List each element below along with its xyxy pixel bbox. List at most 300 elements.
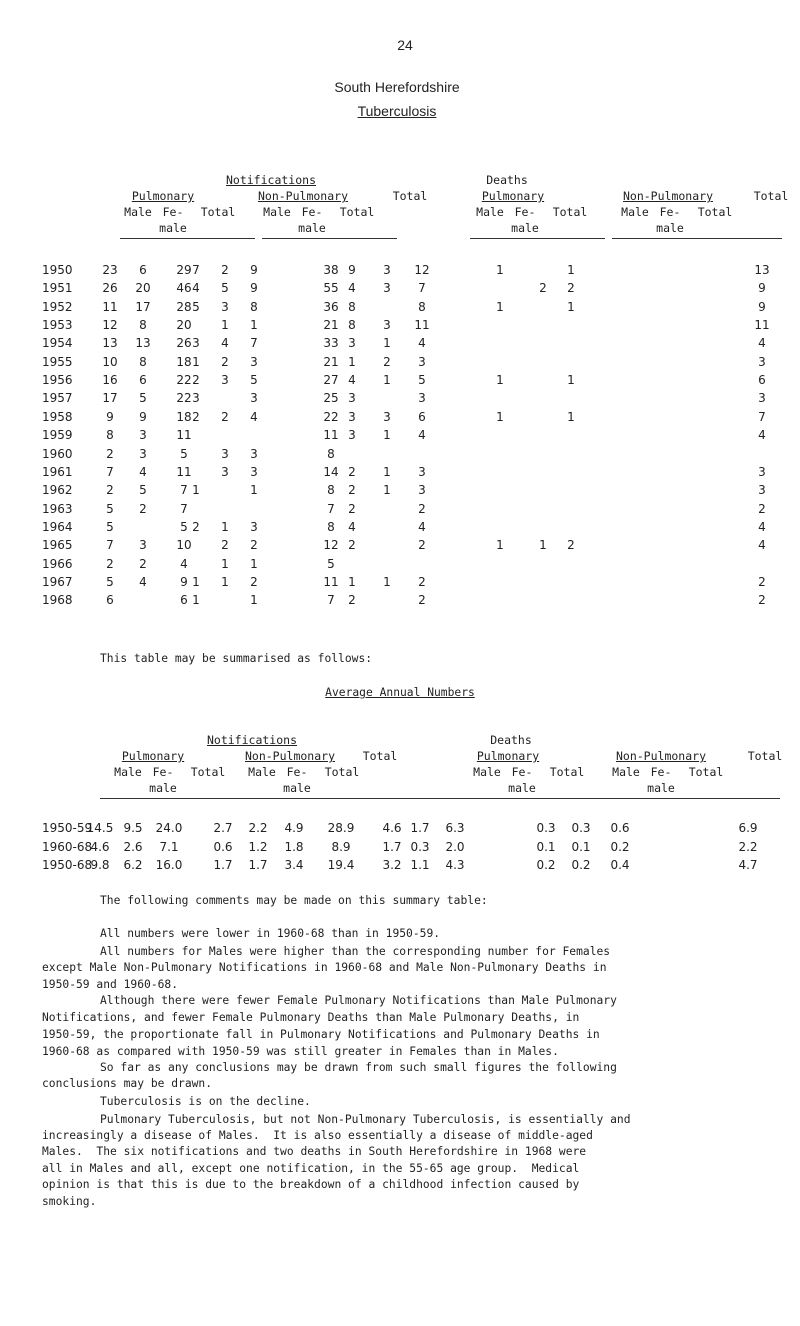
cell-death-total: 3: [758, 483, 766, 498]
row-year: 1952: [42, 299, 73, 314]
cell-np-2: 18: [176, 409, 192, 424]
cell-np-0: 8: [106, 428, 114, 443]
comment-line: Pulmonary Tuberculosis, but not Non-Pulmonary Tuberculosis, is essentially and: [100, 1113, 631, 1126]
cell-dp-0: 2: [348, 501, 356, 516]
summary-cell-nn-2: 3.4: [284, 858, 304, 872]
cell-death-total: 4: [758, 428, 766, 443]
summary-intro: This table may be summarised as follows:: [100, 652, 373, 665]
cell-np-2: 46: [176, 281, 192, 296]
cell-dp-0: 8: [348, 299, 356, 314]
cell-np-0: 9: [106, 409, 114, 424]
notif-n-female-heading: Fe-: [301, 205, 323, 219]
cell-np-0: 23: [102, 263, 118, 277]
cell-dn-2: 1: [567, 299, 575, 314]
summary-cell-dn-2: 0.2: [610, 839, 630, 854]
summary-cell-nn-2: 4.9: [284, 821, 304, 835]
summary-cell-dn-0: 0.3: [536, 821, 556, 835]
cell-dp-2: 3: [418, 354, 426, 369]
row-year: 1955: [42, 354, 73, 369]
cell-dn-2: 2: [567, 281, 575, 296]
cell-nn-2: 3: [250, 354, 258, 369]
comment-line: opinion is that this is due to the breakdown of a childhood infection caused by: [42, 1178, 580, 1191]
cell-nn-2: 1: [250, 318, 258, 333]
summary-cell-np-2: 16.0: [155, 858, 183, 872]
cell-nn-2: 5: [250, 373, 258, 388]
cell-dp-1: 1: [383, 483, 391, 498]
comment-line: 1960-68 as compared with 1950-59 was still greater in Females than in Males.: [42, 1045, 559, 1058]
notif-p-female-heading: Fe-: [162, 205, 184, 219]
s-death-n-female-2: male: [647, 781, 675, 795]
summary-cell-dp-2: 6.3: [445, 821, 465, 835]
summary-cell-nn-1: 2.2: [248, 821, 268, 835]
cell-dp-0: 4: [348, 281, 356, 296]
cell-nn-2: 1: [250, 593, 258, 608]
deaths-heading: Deaths: [486, 173, 528, 187]
cell-np-0: 26: [102, 281, 118, 296]
cell-np-2: 22: [176, 373, 192, 388]
summary-cell-dn-2: 0.6: [610, 821, 630, 835]
cell-dp-2: 4: [418, 336, 426, 351]
cell-np-1: 3: [139, 446, 147, 461]
cell-death-total: 7: [758, 409, 766, 424]
cell-death-total: 4: [758, 519, 766, 534]
cell-dp-2: 2: [418, 501, 426, 516]
cell-dp-2: 7: [418, 281, 426, 296]
cell-np-1: 9: [139, 409, 147, 424]
cell-np-2: 9: [180, 574, 188, 589]
cell-np-2: 22: [176, 391, 192, 406]
cell-np-0: 2: [106, 446, 114, 461]
summary-cell-np-2: 24.0: [155, 821, 183, 835]
cell-dp-0: 2: [348, 464, 356, 479]
summary-cell-dt: 4.7: [738, 858, 758, 872]
cell-nn-1: 4: [221, 336, 229, 351]
cell-notif-total: 8: [327, 519, 335, 534]
s-death-p-total: Total: [549, 765, 585, 779]
cell-nn-1: 2: [221, 409, 229, 424]
summary-cell-np-0: 4.6: [90, 839, 110, 854]
comment-line: Tuberculosis is on the decline.: [100, 1095, 311, 1108]
s-notif-n-male: Male: [248, 765, 276, 779]
cell-nn-0: 1: [192, 593, 200, 608]
cell-dp-0: 3: [348, 428, 356, 443]
cell-dp-1: 3: [383, 409, 391, 424]
cell-nn-2: 9: [250, 263, 258, 277]
cell-np-0: 12: [102, 318, 118, 333]
row-year: 1960: [42, 446, 73, 461]
cell-nn-1: 2: [221, 263, 229, 277]
cell-nn-2: 3: [250, 519, 258, 534]
cell-dp-2: 4: [418, 428, 426, 443]
cell-notif-total: 8: [327, 446, 335, 461]
cell-nn-1: 5: [221, 281, 229, 296]
cell-np-0: 5: [106, 574, 114, 589]
summary-cell-dp-1: 1.7: [410, 821, 430, 835]
s-death-p-male: Male: [473, 765, 501, 779]
cell-np-0: 17: [102, 391, 118, 406]
cell-nn-2: 4: [250, 409, 258, 424]
summary-cell-nt: 8.9: [331, 839, 351, 854]
cell-death-total: 11: [754, 318, 770, 333]
death-n-female-heading: Fe-: [659, 205, 681, 219]
s-notif-p-male: Male: [114, 765, 142, 779]
cell-np-1: 4: [139, 464, 147, 479]
cell-nn-0: 2: [192, 519, 200, 534]
cell-death-total: 3: [758, 464, 766, 479]
cell-dp-0: 1: [348, 574, 356, 589]
row-year: 1959: [42, 428, 73, 443]
row-year: 1963: [42, 501, 73, 516]
cell-death-total: 13: [754, 263, 770, 277]
region-title: South Herefordshire: [334, 79, 460, 95]
cell-np-1: 8: [139, 318, 147, 333]
cell-dp-2: 5: [418, 373, 426, 388]
summary-title: Average Annual Numbers: [325, 686, 475, 699]
row-year: 1968: [42, 593, 73, 608]
s-death-p-female: Fe-: [511, 765, 533, 779]
cell-dp-0: 3: [348, 409, 356, 424]
cell-death-total: 2: [758, 501, 766, 516]
notif-p-female-heading-2: male: [159, 221, 187, 235]
comment-line: Notifications, and fewer Female Pulmonary Deaths than Male Pulmonary Deaths, in: [42, 1011, 580, 1024]
comment-line: 1950-59 and 1960-68.: [42, 978, 179, 991]
cell-nn-2: 1: [250, 483, 258, 498]
cell-np-0: 2: [106, 483, 114, 498]
page-number: 24: [397, 37, 413, 53]
cell-np-2: 18: [176, 354, 192, 369]
summary-cell-dn-1: 0.3: [571, 821, 591, 835]
cell-nn-0: 1: [192, 354, 200, 369]
cell-np-0: 7: [106, 538, 114, 553]
row-year: 1954: [42, 336, 73, 351]
cell-np-2: 7: [180, 501, 188, 516]
cell-nn-0: 3: [192, 391, 200, 406]
cell-nn-1: 2: [221, 538, 229, 553]
cell-dp-2: 2: [418, 538, 426, 553]
cell-dp-1: 3: [383, 263, 391, 277]
cell-dp-0: 1: [348, 354, 356, 369]
summary-period: 1960-68: [42, 839, 93, 854]
summary-cell-nn-0: 1.7: [213, 858, 233, 872]
s-death-n-female: Fe-: [650, 765, 672, 779]
summary-cell-dn-0: 0.1: [536, 839, 556, 854]
summary-cell-dn-1: 0.2: [571, 858, 591, 872]
summary-cell-dn-1: 0.1: [571, 839, 591, 854]
summary-death-nonpulmonary: Non-Pulmonary: [615, 749, 707, 763]
cell-dp-2: 11: [414, 318, 430, 333]
cell-np-0: 10: [102, 354, 118, 369]
cell-dn-1: 1: [539, 538, 547, 553]
cell-nn-2: 9: [250, 281, 258, 296]
s-notif-p-female-2: male: [149, 781, 177, 795]
cell-nn-1: 2: [221, 354, 229, 369]
s-notif-n-female: Fe-: [286, 765, 308, 779]
s-notif-p-female: Fe-: [152, 765, 174, 779]
cell-dp-1: 1: [383, 373, 391, 388]
cell-np-2: 20: [176, 318, 192, 333]
cell-dn-2: 1: [567, 409, 575, 424]
cell-death-total: 4: [758, 336, 766, 351]
cell-dp-1: 3: [383, 318, 391, 333]
cell-np-1: 2: [139, 501, 147, 516]
cell-nn-2: 2: [250, 538, 258, 553]
row-year: 1966: [42, 556, 73, 571]
cell-nn-0: 2: [192, 409, 200, 424]
summary-cell-nn-1: 1.2: [248, 839, 268, 854]
cell-dn-0: 1: [496, 299, 504, 314]
notifications-heading: Notifications: [225, 173, 317, 187]
cell-notif-total: 36: [323, 299, 339, 314]
cell-np-2: 5: [180, 519, 188, 534]
cell-notif-total: 14: [323, 464, 339, 479]
cell-np-1: 5: [139, 483, 147, 498]
cell-dp-2: 3: [418, 391, 426, 406]
death-pulmonary-rule: [470, 238, 605, 239]
cell-dp-2: 8: [418, 299, 426, 314]
death-n-female-heading-2: male: [656, 221, 684, 235]
cell-notif-total: 22: [323, 409, 339, 424]
cell-dn-2: 1: [567, 263, 575, 277]
cell-np-1: 5: [139, 391, 147, 406]
cell-nn-2: 7: [250, 336, 258, 351]
row-year: 1956: [42, 373, 73, 388]
cell-np-2: 26: [176, 336, 192, 351]
row-year: 1964: [42, 519, 73, 534]
cell-nn-0: 3: [192, 336, 200, 351]
summary-death-total: Total: [747, 749, 783, 763]
cell-np-2: 11: [176, 428, 192, 443]
notif-pulmonary-rule: [120, 238, 255, 239]
row-year: 1967: [42, 574, 73, 589]
death-total-heading: Total: [753, 189, 789, 203]
comment-line: conclusions may be drawn.: [42, 1077, 213, 1090]
cell-dp-0: 2: [348, 593, 356, 608]
death-p-female-heading: Fe-: [514, 205, 536, 219]
cell-notif-total: 8: [327, 483, 335, 498]
cell-np-2: 29: [176, 263, 192, 277]
comment-line: all in Males and all, except one notification, in the 55-65 age group. Medical: [42, 1162, 580, 1175]
cell-notif-total: 11: [323, 428, 339, 443]
cell-dp-1: 1: [383, 464, 391, 479]
cell-dn-0: 1: [496, 409, 504, 424]
cell-nn-2: 2: [250, 574, 258, 589]
cell-np-0: 11: [102, 299, 118, 314]
comment-line: The following comments may be made on this summary table:: [100, 894, 488, 907]
cell-dp-0: 2: [348, 483, 356, 498]
cell-death-total: 9: [758, 281, 766, 296]
notif-p-total-heading: Total: [200, 205, 236, 219]
summary-cell-nn-1: 1.7: [248, 858, 268, 872]
cell-dp-1: 1: [383, 574, 391, 589]
cell-death-total: 6: [758, 373, 766, 388]
summary-cell-nn-0: 2.7: [213, 821, 233, 835]
summary-cell-np-1: 2.6: [123, 839, 143, 854]
cell-notif-total: 21: [323, 318, 339, 333]
cell-dn-0: 1: [496, 538, 504, 553]
summary-cell-dp-0: 1.7: [382, 839, 402, 854]
death-nonpulmonary-heading: Non-Pulmonary: [622, 189, 714, 203]
summary-notif-pulmonary: Pulmonary: [121, 749, 185, 763]
row-year: 1957: [42, 391, 73, 406]
cell-np-1: 17: [135, 299, 151, 314]
row-year: 1961: [42, 464, 73, 479]
s-notif-n-female-2: male: [283, 781, 311, 795]
cell-np-1: 3: [139, 538, 147, 553]
comment-line: All numbers for Males were higher than the corresponding number for Females: [100, 945, 611, 958]
cell-dn-0: 1: [496, 373, 504, 388]
cell-np-2: 10: [176, 538, 192, 553]
cell-dp-1: 3: [383, 281, 391, 296]
summary-cell-dp-2: 4.3: [445, 858, 465, 872]
comment-line: All numbers were lower in 1960-68 than in 1950-59.: [100, 927, 441, 940]
cell-nn-0: 1: [192, 574, 200, 589]
notif-n-total-heading: Total: [339, 205, 375, 219]
summary-cell-np-0: 9.8: [90, 858, 110, 872]
summary-cell-np-1: 9.5: [123, 821, 143, 835]
death-nonpulmonary-rule: [612, 238, 782, 239]
cell-nn-0: 5: [192, 299, 200, 314]
cell-np-0: 7: [106, 464, 114, 479]
cell-nn-1: 1: [221, 519, 229, 534]
summary-notif-total: Total: [362, 749, 398, 763]
comment-line: 1950-59, the proportionate fall in Pulmonary Notifications and Pulmonary Deaths in: [42, 1028, 600, 1041]
cell-dp-0: 4: [348, 519, 356, 534]
cell-notif-total: 33: [323, 336, 339, 351]
cell-nn-0: 2: [192, 373, 200, 388]
cell-nn-0: 7: [192, 263, 200, 277]
summary-cell-dp-1: 0.3: [410, 839, 430, 854]
cell-dn-2: 2: [567, 538, 575, 553]
row-year: 1950: [42, 263, 73, 277]
summary-death-pulmonary: Pulmonary: [476, 749, 540, 763]
cell-dp-0: 2: [348, 538, 356, 553]
summary-cell-dt: 2.2: [738, 839, 758, 854]
notif-nonpulmonary-rule: [262, 238, 397, 239]
cell-np-2: 7: [180, 483, 188, 498]
summary-cell-dp-0: 3.2: [382, 858, 402, 872]
s-death-n-male: Male: [612, 765, 640, 779]
cell-notif-total: 7: [327, 501, 335, 516]
death-p-male-heading: Male: [476, 205, 504, 219]
cell-np-2: 28: [176, 299, 192, 314]
cell-np-1: 6: [139, 263, 147, 277]
cell-dp-0: 3: [348, 391, 356, 406]
summary-deaths-heading: Deaths: [490, 733, 532, 747]
death-pulmonary-heading: Pulmonary: [481, 189, 545, 203]
cell-death-total: 2: [758, 574, 766, 589]
summary-cell-dt: 6.9: [738, 821, 758, 835]
death-p-female-heading-2: male: [511, 221, 539, 235]
cell-dp-2: 12: [414, 263, 430, 277]
summary-cell-dp-1: 1.1: [410, 858, 430, 872]
summary-notifications-heading: Notifications: [206, 733, 298, 747]
cell-nn-2: 1: [250, 556, 258, 571]
cell-np-1: 4: [139, 574, 147, 589]
cell-notif-total: 11: [323, 574, 339, 589]
cell-dp-0: 9: [348, 263, 356, 277]
summary-cell-np-1: 6.2: [123, 858, 143, 872]
summary-cell-dn-2: 0.4: [610, 858, 630, 872]
cell-nn-1: 3: [221, 446, 229, 461]
cell-nn-2: 3: [250, 391, 258, 406]
cell-notif-total: 38: [323, 263, 339, 277]
cell-death-total: 9: [758, 299, 766, 314]
s-death-p-female-2: male: [508, 781, 536, 795]
summary-cell-nt: 19.4: [327, 858, 355, 872]
cell-notif-total: 25: [323, 391, 339, 406]
notif-total-heading: Total: [392, 189, 428, 203]
cell-notif-total: 12: [323, 538, 339, 553]
cell-dp-1: 1: [383, 336, 391, 351]
cell-nn-2: 3: [250, 464, 258, 479]
death-n-male-heading: Male: [621, 205, 649, 219]
cell-dp-2: 3: [418, 464, 426, 479]
cell-nn-1: 3: [221, 299, 229, 314]
notif-pulmonary-heading: Pulmonary: [131, 189, 195, 203]
cell-dp-0: 3: [348, 336, 356, 351]
cell-np-2: 4: [180, 556, 188, 571]
cell-np-1: 20: [135, 281, 151, 296]
row-year: 1965: [42, 538, 73, 553]
summary-cell-dp-2: 2.0: [445, 839, 465, 854]
death-n-total-heading: Total: [697, 205, 733, 219]
s-death-n-total: Total: [688, 765, 724, 779]
notif-n-male-heading: Male: [263, 205, 291, 219]
cell-dp-0: 8: [348, 318, 356, 333]
cell-dp-2: 6: [418, 409, 426, 424]
cell-death-total: 3: [758, 354, 766, 369]
cell-notif-total: 27: [323, 373, 339, 388]
cell-np-1: 13: [135, 336, 151, 351]
cell-dp-1: 2: [383, 354, 391, 369]
comment-line: Although there were fewer Female Pulmonary Notifications than Male Pulmonary: [100, 994, 617, 1007]
summary-cell-nn-0: 0.6: [213, 839, 233, 854]
subject-title: Tuberculosis: [357, 103, 437, 119]
cell-np-1: 2: [139, 556, 147, 571]
comment-line: increasingly a disease of Males. It is also essentially a disease of middle-aged: [42, 1129, 593, 1142]
cell-death-total: 2: [758, 593, 766, 608]
cell-np-1: 3: [139, 428, 147, 443]
cell-np-0: 5: [106, 519, 114, 534]
cell-dp-1: 1: [383, 428, 391, 443]
comment-line: Males. The six notifications and two deaths in South Herefordshire in 1968 were: [42, 1145, 587, 1158]
cell-nn-0: 4: [192, 281, 200, 296]
cell-dp-2: 4: [418, 519, 426, 534]
comment-line: So far as any conclusions may be drawn from such small figures the following: [100, 1061, 617, 1074]
row-year: 1951: [42, 281, 73, 296]
s-notif-n-total: Total: [324, 765, 360, 779]
notif-p-male-heading: Male: [124, 205, 152, 219]
row-year: 1953: [42, 318, 73, 333]
cell-np-1: 8: [139, 354, 147, 369]
summary-cell-nn-2: 1.8: [284, 839, 304, 854]
summary-period: 1950-59: [42, 821, 93, 835]
cell-np-0: 5: [106, 501, 114, 516]
summary-cell-np-0: 14.5: [86, 821, 114, 835]
cell-nn-1: 1: [221, 318, 229, 333]
cell-notif-total: 55: [323, 281, 339, 296]
summary-cell-nt: 28.9: [327, 821, 355, 835]
notif-n-female-heading-2: male: [298, 221, 326, 235]
row-year: 1958: [42, 409, 73, 424]
cell-dp-2: 2: [418, 593, 426, 608]
cell-np-2: 6: [180, 593, 188, 608]
cell-notif-total: 5: [327, 556, 335, 571]
cell-dp-2: 3: [418, 483, 426, 498]
cell-nn-2: 3: [250, 446, 258, 461]
cell-nn-0: 1: [192, 483, 200, 498]
summary-cell-dn-0: 0.2: [536, 858, 556, 872]
